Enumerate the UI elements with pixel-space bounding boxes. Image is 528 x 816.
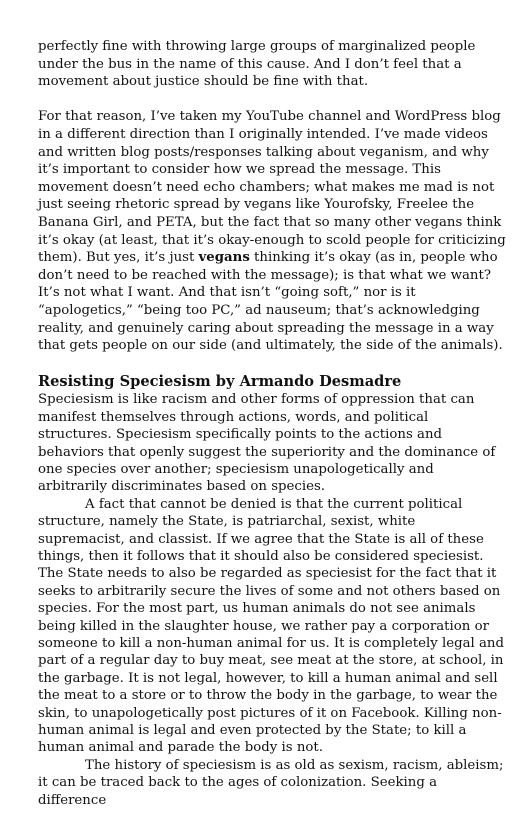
section-heading: Resisting Speciesism by Armando Desmadre [38, 373, 402, 391]
paragraph-continuation: perfectly fine with throwing large groups of marginalized people under the bus in the name of this cause. And I don’t feel that a movement about justice should be fine with that. [38, 39, 476, 90]
section-paragraph-3: The history of speciesism is as old as sexism, racism, ableism; it can be traced back to the ages of colonization. Seeking a difference [38, 757, 504, 808]
emphasis-vegans: vegans [198, 250, 250, 266]
paragraph-text: For that reason, I’ve taken my YouTube channel and WordPress blog in a different direction than I originally intended. I’ve made videos and written blog posts/responses talking about veganism, and why it’s important to consider how we spread the message. This movement doesn’t need echo chambers; what makes me mad is not just seeing rhetoric spread by vegans like Yourofsky, Freelee the Banana Girl, and PETA, but the fact that so many other vegans think it’s okay (at least, that it’s okay-enough to scold people for criticizing them). But yes, it’s just [38, 109, 506, 266]
paragraph-text: thinking it’s okay (as in, people who don’t need to be reached with the message); is that what we want? It’s not what I want. And that isn’t “going soft,” nor is it “apologetics,” “being too PC,” ad nauseum; that’s acknowledging reality, and genuinely caring about spreading the message in a way that gets people on our side (and ultimately, the side of the animals). [38, 250, 503, 354]
paragraph-gap [38, 355, 506, 373]
section-paragraph-1: Speciesism is like racism and other forms of oppression that can manifest themselves through actions, words, and political structures. Speciesism specifically points to the actions and behaviors that openly suggest the superiority and the dominance of one species over another; speciesism unapologetically and arbitrarily discriminates based on species. [38, 392, 496, 495]
paragraph-gap [38, 91, 506, 109]
paragraph-youtube-blog [38, 108, 506, 354]
section-paragraph-2: A fact that cannot be denied is that the current political structure, namely the State, is patriarchal, sexist, white supremacist, and classist. If we agree that the State is all of these things, then it follows that it should also be considered speciesist. The State needs to also be regarded as speciesist for the fact that it seeks to arbitrarily secure the lives of some and not others based on species. For the most part, us human animals do not see animals being killed in the slaughter house, we rather pay a corporation or someone to kill a non-human animal for us. It is completely legal and part of a regular day to buy meat, see meat at the store, at school, in the garbage. It is not legal, however, to kill a human animal and sell the meat to a store or to throw the body in the garbage, to wear the skin, to unapologetically post pictures of it on Facebook. Killing non-human animal is legal and even protected by the State; to kill a human animal and parade the body is not. [38, 496, 505, 756]
